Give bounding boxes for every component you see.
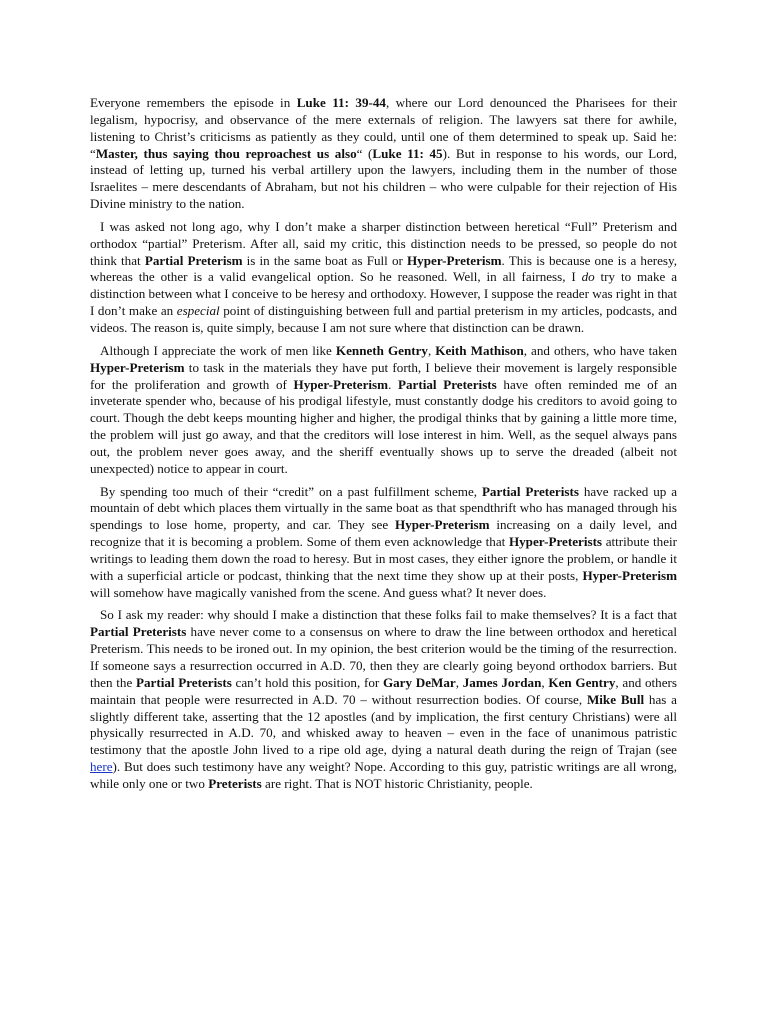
text-run: have often reminded me of an inveterate spender who, because of his prodigal lifestyle, must constantly dodge his creditors to avoid going to court. Though the debt keeps mounting higher and higher, the prodigal thinks that by gaining a little more time, the problem will just go away, and that the creditors will lose interest in him. Well, as the sequel always pans out, the problem never goes away, and the sheriff eventually shows up to serve the dreaded (albeit not unexpected) notice to appear in court. (90, 376, 677, 476)
text-run: , where our Lord denounced the Pharisees for their legalism, hypocrisy, and observance of the mere externals of religion. The lawyers sat there for awhile, listening to Christ’s criticisms as patiently as they could, until one of them determined to speak up. Said he: “ (90, 95, 678, 161)
paragraph-resurrection-timing (90, 607, 677, 792)
text-run: ). But in response to his words, our Lord, instead of letting up, turned his verbal artillery upon the lawyers, including them in the number of those Israelites – mere descendants of Abraham, but not his children – who were culpable for their rejection of His Divine ministry to the nation. (90, 145, 677, 212)
paragraph-luke-episode (90, 95, 677, 213)
text-run: “ ( (356, 145, 373, 161)
text-run: are right. That is NOT historic Christianity, people. (261, 775, 533, 791)
italic-text: do (581, 269, 595, 285)
text-run: point of distinguishing between full and partial preterism in my articles, podcasts, and videos. The reason is, quite simply, because I am not sure where that distinction can be drawn. (90, 303, 677, 335)
bold-text: Luke 11: 45 (372, 145, 443, 161)
text-run: , and others, who have taken (523, 342, 677, 358)
bold-text: Partial Preterists (90, 624, 187, 640)
text-run: , (455, 674, 463, 690)
paragraph-distinction-question (90, 219, 677, 337)
bold-text: Partial Preterists (398, 376, 497, 392)
bold-text: Preterists (208, 775, 262, 791)
document-page (90, 95, 677, 799)
bold-text: Hyper-Preterism (407, 252, 502, 268)
text-run: is in the same boat as Full or (242, 252, 407, 268)
text-run: ). But does such testimony have any weight? Nope. According to this guy, patristic writings are all wrong, while only one or two (90, 759, 677, 791)
text-run: , and others maintain that people were resurrected in A.D. 70 – without resurrection bodies. Of course, (90, 674, 677, 707)
bold-text: Kenneth Gentry (335, 342, 428, 358)
bold-text: Hyper-Preterism (293, 376, 389, 392)
text-run: have never come to a consensus on where to draw the line between orthodox and heretical Preterism. This needs to be ironed out. In my opinion, the best criterion would be the timing of the resurrection. If someone says a resurrection occurred in A.D. 70, then they are clearly going beyond orthodox barriers. But then the (90, 624, 677, 690)
paragraph-prodigal-analogy (90, 343, 677, 478)
text-run: I was asked not long ago, why I don’t make a sharper distinction between heretical “Full” Preterism and orthodox “partial” Preterism. After all, said my critic, this distinction needs to be pressed, so people do not think that (90, 218, 677, 268)
bold-text: Hyper-Preterism (582, 567, 677, 583)
text-run: will somehow have magically vanished from the scene. And guess what? It never does. (90, 584, 547, 600)
bold-text: Hyper-Preterists (508, 534, 603, 550)
here-link[interactable]: here (90, 759, 113, 775)
text-run: to task in the materials they have put forth, I believe their movement is largely responsible for the proliferation and growth of (90, 359, 677, 392)
bold-text: Hyper-Preterism (90, 359, 185, 375)
text-run: By spending too much of their “credit” on a past fulfillment scheme, (100, 483, 482, 499)
bold-text: Partial Preterism (144, 252, 243, 268)
text-run: . This is because one is a heresy, whereas the other is a valid evangelical option. So he reasoned. Well, in all fairness, I (90, 252, 677, 285)
text-run: Everyone remembers the episode in (90, 95, 297, 110)
bold-text: Gary DeMar (382, 674, 456, 690)
bold-text: Master, thus saying thou reproachest us also (95, 145, 357, 161)
text-run: has a slightly different take, asserting that the 12 apostles (and by implication, the first century Christians) were all physically resurrected in A.D. 70, and whisked away to heaven – even in the face of unanimous patristic testimony that the apostle John lived to a ripe old age, dying a natural death during the reign of Trajan (see (90, 691, 677, 758)
text-run: can’t hold this position, for (231, 674, 383, 690)
text-run: Although I appreciate the work of men like (100, 342, 336, 358)
text-run: have racked up a mountain of debt which places them virtually in the same boat as that spendthrift who has managed through his spendings to lose home, property, and car. They see (90, 483, 678, 533)
paragraph-credit-debt (90, 484, 677, 602)
bold-text: Partial Preterists (135, 674, 232, 690)
text-run: , (427, 342, 436, 358)
italic-text: especial (176, 303, 220, 319)
bold-text: Keith Mathison (435, 342, 524, 358)
bold-text: Mike Bull (586, 691, 645, 707)
bold-text: Hyper-Preterism (395, 517, 490, 533)
bold-text: Luke 11: 39-44 (296, 95, 386, 110)
text-run: , (541, 674, 549, 690)
text-run: attribute their writings to leading them down the road to heresy. But in most cases, they either ignore the problem, or handle it with a superficial article or podcast, thinking that the next time they show up at their posts, (90, 534, 677, 583)
bold-text: Partial Preterists (481, 483, 579, 499)
bold-text: Ken Gentry (548, 674, 616, 690)
text-run: try to make a distinction between what I conceive to be heresy and orthodoxy. However, I suppose the reader was right in that I don’t make an (90, 269, 677, 319)
text-run: . (388, 376, 398, 392)
text-run: So I ask my reader: why should I make a distinction that these folks fail to make themselves? It is a fact that (100, 607, 677, 623)
text-run: increasing on a daily level, and recognize that it is becoming a problem. Some of them even acknowledge that (90, 517, 677, 550)
bold-text: James Jordan (462, 674, 542, 690)
